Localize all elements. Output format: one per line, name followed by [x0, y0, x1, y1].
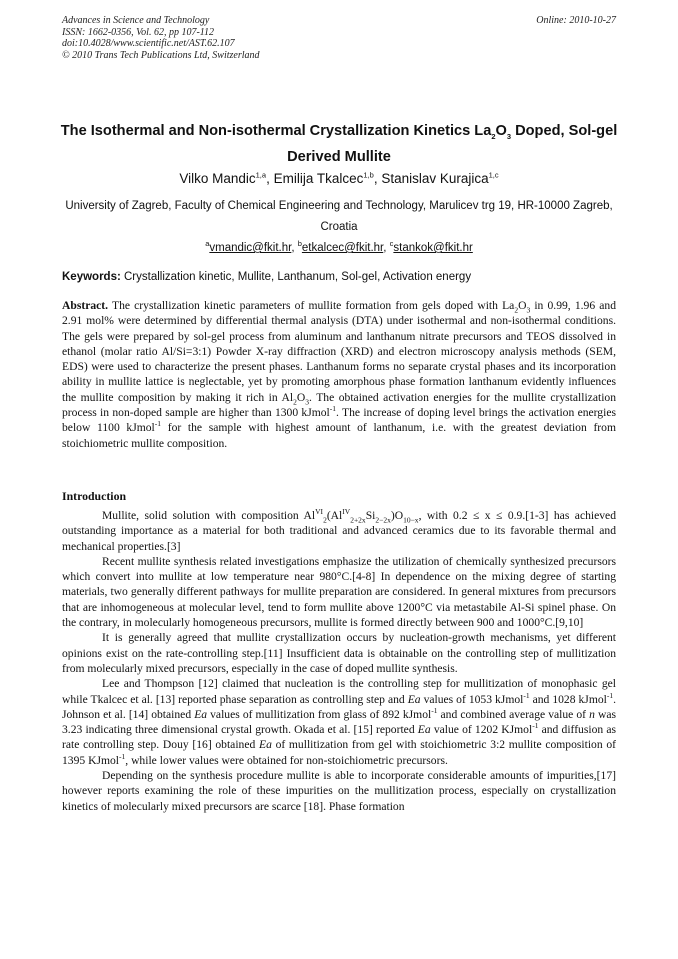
para-text: values of mullitization from glass of 892 kJmol	[207, 707, 432, 721]
abstract-sub: 3	[526, 305, 531, 315]
title-sub-3: 3	[506, 131, 512, 141]
para-text: . Johnson et al. [14] obtained	[62, 692, 617, 721]
email-mark: b	[297, 239, 302, 249]
abstract-sub: 3	[305, 397, 310, 407]
abstract-text: . The increase of doping level brings the activation energies below 1100 kJmol	[62, 406, 616, 435]
para-text: and 1028 kJmol	[529, 692, 607, 706]
para-italic: Ea	[258, 738, 272, 752]
author-name: Stanislav Kurajica	[381, 171, 489, 186]
author-affil-mark: 1,b	[363, 170, 374, 180]
abstract-text: for the sample with highest amount of lanthanum, i.e. with the greatest deviation from stoichiometric mullite composition.	[62, 421, 616, 450]
para-text: (Al	[326, 509, 343, 522]
introduction-body	[62, 508, 616, 814]
para-text: and combined average value of	[437, 707, 590, 721]
author-list	[40, 170, 638, 188]
author-name: Emilija Tkalcec	[273, 171, 364, 186]
keywords-text: Crystallization kinetic, Mullite, Lanthanum, Sol-gel, Activation energy	[120, 271, 472, 283]
section-heading-introduction: Introduction	[62, 489, 127, 503]
author-affil-mark: 1,a	[255, 170, 267, 180]
para-text: , while lower values were obtained for non-stoichiometric precursors.	[125, 753, 448, 767]
abstract-sup: -1	[329, 404, 337, 414]
para-text: Lee and Thompson [12] claimed that nucleation is the controlling step for mullitization of monophasic gel while Tkalcec et al. [13] reported phase separation as controlling step and	[62, 677, 616, 706]
para-sup: -1	[119, 751, 126, 761]
para-text: )O	[390, 509, 404, 522]
para-sup: VI	[315, 507, 324, 517]
abstract-text: The crystallization kinetic parameters of mullite formation from gels doped with La	[108, 299, 515, 312]
keywords	[62, 269, 616, 285]
para-text: and diffusion as rate controlling step. Douy [16] obtained	[62, 723, 616, 752]
title-text-2: Doped, Sol-gel Derived Mullite	[287, 123, 618, 165]
para-text: was 3.23 indicating three dimensional crystal growth. Okada et al. [15] reported	[62, 707, 616, 737]
title-text-o: O	[495, 123, 507, 139]
email-link[interactable]: vmandic@fkit.hr	[209, 242, 292, 254]
para-italic: Ea	[417, 723, 431, 737]
email-sep: ,	[383, 242, 390, 254]
affiliation: University of Zagreb, Faculty of Chemical Engineering and Technology, Marulicev trg 19, HR-10000 Zagreb, Croatia	[65, 200, 613, 233]
para-text: , with 0.2 ≤ x ≤ 0.9.[1-3] has achieved outstanding importance as a material for both traditional and advanced ceramics due to its favorable thermal and mechanical properties.[3]	[62, 509, 616, 553]
paragraph	[62, 676, 616, 768]
paper-title	[40, 118, 638, 170]
para-text: Mullite, solid solution with composition Al	[102, 509, 316, 522]
para-text: of mullitization from gel with stoichiometric 3:2 mullite composition of 1395 KJmol	[62, 738, 616, 767]
online-date: Online: 2010-10-27	[536, 15, 616, 26]
para-sup: -1	[523, 690, 530, 700]
abstract	[62, 298, 616, 451]
para-sub: 2−2x	[375, 515, 391, 525]
journal-name: Advances in Science and Technology	[62, 15, 210, 26]
paragraph: Recent mullite synthesis related investigations emphasize the utilization of chemically synthesized precursors which convert into mullite at low temperature near 980°C.[4-8] In dependence on the mixing degree of starting materials, two generally different pathways for mullite preparation are considered. In general mixtures from precursors that are inhomogeneous at molecular level, tend to form mullite above 1200°C via metastabile Al-Si spinel phase. On the contrary, in molecularly homogeneous precursors, mullite is formed directly between 900 and 1000°C.[9,10]	[62, 554, 616, 630]
para-sup: -1	[532, 721, 539, 731]
author-sep: ,	[373, 171, 382, 186]
issn-line: ISSN: 1662-0356, Vol. 62, pp 107-112	[62, 26, 215, 38]
paragraph: It is generally agreed that mullite crystallization occurs by nucleation-growth mechanisms, yet different opinions exist on the rate-controlling step.[11] Insufficient data is obtainable on the controlling step of mullitization from molecularly mixed precursors, especially in the case of doped mullite synthesis.	[62, 631, 616, 675]
abstract-label: Abstract.	[62, 299, 109, 312]
email-link[interactable]: etkalcec@fkit.hr	[301, 242, 384, 254]
para-sup: -1	[606, 690, 614, 700]
email-mark: a	[205, 239, 210, 249]
para-italic: n	[589, 707, 595, 721]
para-italic: Ea	[194, 707, 208, 721]
email-list	[40, 239, 638, 257]
abstract-text: O	[296, 390, 306, 404]
email-sep: ,	[291, 242, 298, 254]
paragraph	[62, 508, 616, 554]
para-sub: 2	[323, 515, 327, 525]
title-text-1: The Isothermal and Non-isothermal Crystallization Kinetics La	[60, 123, 492, 139]
para-text: Si	[365, 509, 376, 522]
copyright-line: © 2010 Trans Tech Publications Ltd, Switzerland	[62, 49, 260, 61]
email-link[interactable]: stankok@fkit.hr	[393, 242, 473, 254]
abstract-text: . The obtained activation energies for the mullite crystallization process in non-doped sample are higher than 1300 kJmol	[62, 390, 617, 420]
doi-line: doi:10.4028/www.scientific.net/AST.62.107	[62, 38, 235, 49]
para-text: values of 1053 kJmol	[420, 692, 524, 706]
abstract-text: O	[518, 299, 527, 312]
author-affil-mark: 1,c	[488, 170, 499, 180]
para-sub: 2+2x	[350, 515, 366, 525]
paragraph: Depending on the synthesis procedure mullite is able to incorporate considerable amounts of impurities,[17] however reports examining the role of these impurities on the mullitization process, especially on crystallization kinetics of molecularly mixed precursors are scarce [18]. Phase formation	[62, 769, 616, 813]
title-sub-2: 2	[491, 131, 496, 141]
keywords-label: Keywords:	[62, 271, 121, 283]
para-sup: -1	[431, 706, 438, 715]
para-sup: IV	[342, 507, 351, 517]
journal-header	[62, 15, 616, 61]
para-italic: Ea	[407, 692, 421, 706]
para-text: value of 1202 KJmol	[430, 723, 533, 737]
para-sub: 10−x	[403, 515, 419, 525]
abstract-sub: 2	[514, 305, 519, 315]
author-sep: ,	[266, 171, 274, 186]
author-name: Vilko Mandic	[179, 171, 256, 186]
abstract-sub: 2	[293, 397, 297, 407]
abstract-text: in 0.99, 1.96 and 2.91 mol% were determined by differential thermal analysis (DTA) under isothermal and non-isothermal conditions. The gels were prepared by sol-gel process from aluminum and lanthanum nitrate precursors and TEOS dissolved in ethanol (molar ratio Al/Si=3:1) Powder X-ray diffraction (XRD) and electron microscopy analysis methods (SEM, EDS) were used to characterize the present phases. Lanthanum forms no separate crystal phases and its incorporation ability in mullite lattice is neglectable, yet by promoting amorphous phase formation lanthanum evidently influences the mullite composition by making it rich in Al	[62, 299, 617, 404]
abstract-sup: -1	[154, 419, 162, 429]
email-mark: c	[389, 239, 394, 249]
